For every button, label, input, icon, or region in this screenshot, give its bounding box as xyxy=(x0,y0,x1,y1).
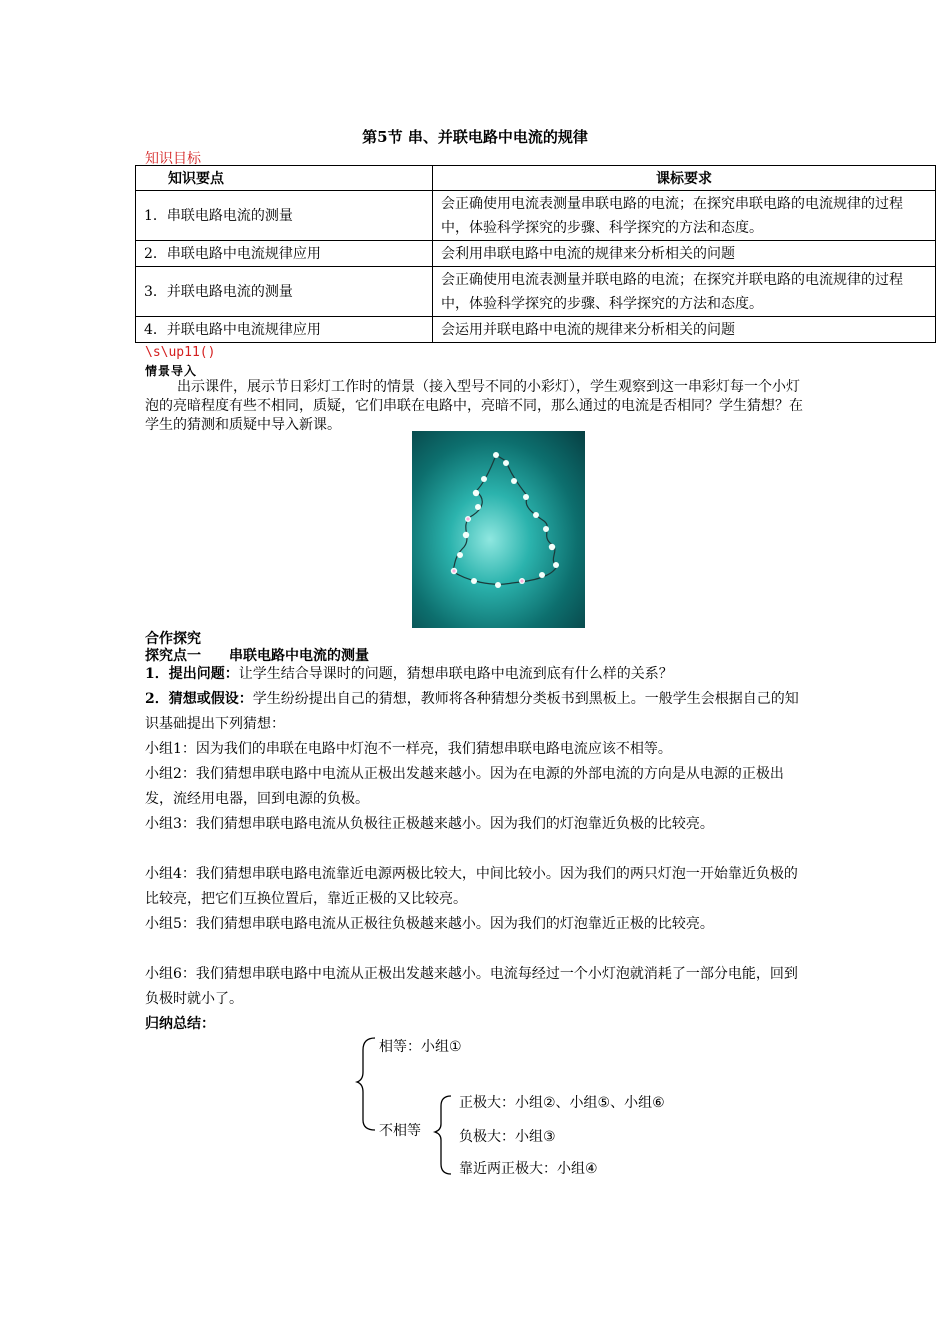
table-cell-requirement: 会利用串联电路中电流的规律来分析相关的问题 xyxy=(433,241,936,267)
hypothesis-paragraph xyxy=(145,687,810,737)
hypothesis-label: 2．猜想或假设： xyxy=(145,691,253,707)
table-row xyxy=(136,267,936,317)
table-cell-point: 2．串联电路中电流规律应用 xyxy=(136,241,433,267)
table-header-row xyxy=(136,166,936,191)
table-row xyxy=(136,191,936,241)
light-string-illustration xyxy=(412,431,585,628)
both-poles-larger-label: 靠近两正极大：小组④ xyxy=(459,1161,598,1177)
unequal-label: 不相等 xyxy=(379,1123,421,1139)
question-paragraph xyxy=(145,662,810,687)
hypothesis-text: 学生纷纷提出自己的猜想，教师将各种猜想分类板书到黑板上。一般学生会根据自己的知识基础提出下列猜想： xyxy=(145,691,799,732)
table-cell-requirement: 会正确使用电流表测量并联电路的电流；在探究并联电路的电流规律的过程中，体验科学探究的步骤、科学探究的方法和态度。 xyxy=(433,267,936,317)
table-row xyxy=(136,241,936,267)
table-cell-point: 3．并联电路电流的测量 xyxy=(136,267,433,317)
point1-heading: 探究点一 串联电路中电流的测量 xyxy=(145,648,369,664)
group-1-text: 小组1：因为我们的串联在电路中灯泡不一样亮，我们猜想串联电路电流应该不相等。 xyxy=(145,741,672,757)
table-row xyxy=(136,317,936,343)
header-point: 知识要点 xyxy=(136,166,433,191)
equal-label: 相等：小组① xyxy=(379,1039,462,1055)
table-cell-point: 1．串联电路电流的测量 xyxy=(136,191,433,241)
scene-heading: 情景导入 xyxy=(145,364,198,378)
scene-text: 出示课件，展示节日彩灯工作时的情景（接入型号不同的小彩灯），学生观察到这一串彩灯每一个小灯泡的亮暗程度有些不相同，质疑，它们串联在电路中，亮暗不同，那么通过的电流是否相同？学生猜想？在学生的猜测和质疑中导入新课。 xyxy=(145,379,803,433)
group-4-text: 小组4：我们猜想串联电路电流靠近电源两极比较大，中间比较小。因为我们的两只灯泡一开始靠近负极的比较亮，把它们互换位置后，靠近正极的又比较亮。 xyxy=(145,866,798,907)
header-requirement: 课标要求 xyxy=(433,166,936,191)
group-5-text: 小组5：我们猜想串联电路电流从正极往负极越来越小。因为我们的灯泡靠近正极的比较亮。 xyxy=(145,916,714,932)
coop-heading: 合作探究 xyxy=(145,631,201,647)
positive-larger-label: 正极大：小组②、小组⑤、小组⑥ xyxy=(459,1095,665,1111)
question-text: 让学生结合导课时的问题，猜想串联电路中电流到底有什么样的关系？ xyxy=(238,666,673,682)
summary-label: 归纳总结： xyxy=(145,1016,215,1032)
question-label: 1．提出问题： xyxy=(145,666,239,682)
page-title: 第5节 串、并联电路中电流的规律 xyxy=(362,128,588,146)
christmas-lights-photo xyxy=(412,431,585,628)
group-6-text: 小组6：我们猜想串联电路中电流从正极出发越来越小。电流每经过一个小灯泡就消耗了一部分电能，回到负极时就小了。 xyxy=(145,966,798,1007)
field-code-text: \s\up11() xyxy=(145,345,216,360)
knowledge-goals-heading: 知识目标 xyxy=(145,151,201,167)
group-2-text: 小组2：我们猜想串联电路中电流从正极出发越来越小。因为在电源的外部电流的方向是从电源的正极出发，流经用电器，回到电源的负极。 xyxy=(145,766,784,807)
scene-intro-text xyxy=(145,378,805,435)
summary-brace-diagram xyxy=(355,1030,755,1190)
negative-larger-label: 负极大：小组③ xyxy=(459,1129,556,1145)
table-cell-requirement: 会正确使用电流表测量串联电路的电流；在探究串联电路的电流规律的过程中，体验科学探究的步骤、科学探究的方法和态度。 xyxy=(433,191,936,241)
table-cell-point: 4．并联电路中电流规律应用 xyxy=(136,317,433,343)
group-3-text: 小组3：我们猜想串联电路电流从负极往正极越来越小。因为我们的灯泡靠近负极的比较亮。 xyxy=(145,816,714,832)
knowledge-goals-table xyxy=(135,165,936,343)
table-cell-requirement: 会运用并联电路中电流的规律来分析相关的问题 xyxy=(433,317,936,343)
